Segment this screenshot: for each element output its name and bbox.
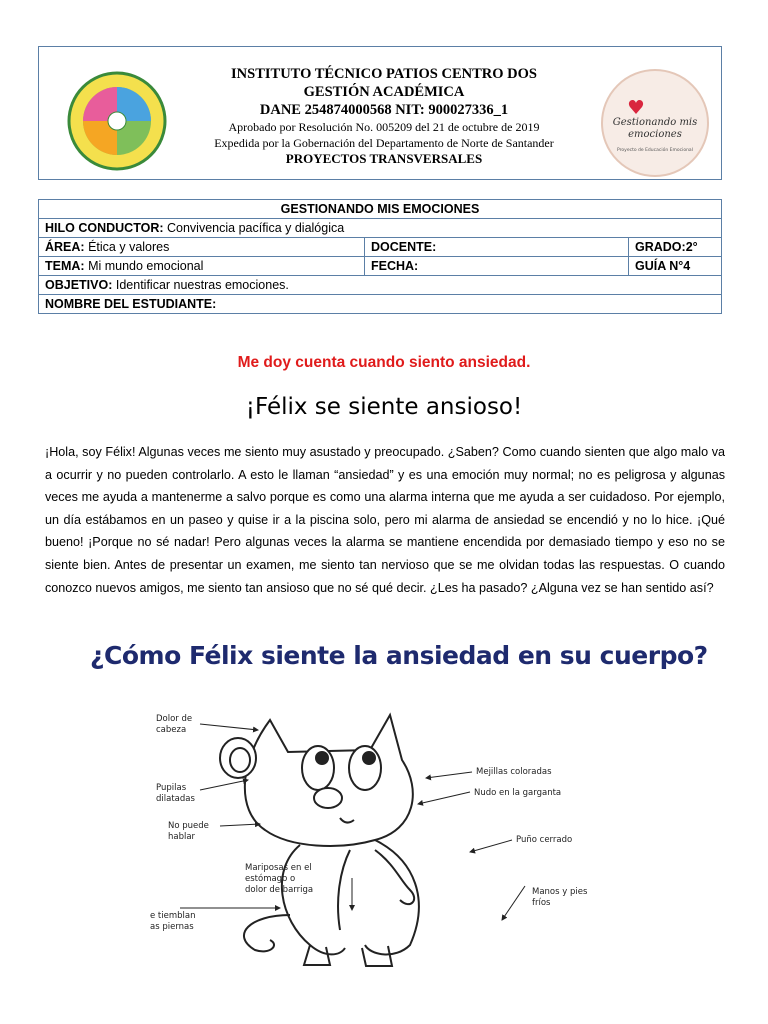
logo-title-line1: Gestionando mis [612, 117, 698, 128]
label-cheeks: Mejillas coloradas [476, 767, 552, 777]
label-hands-1: Manos y pies [532, 887, 588, 897]
label-speak-1: No puede [168, 821, 209, 831]
label-pupils-1: Pupilas [156, 783, 187, 793]
label-speak-2: hablar [168, 832, 196, 842]
label-headache-2: cabeza [156, 725, 187, 735]
story-paragraph: ¡Hola, soy Félix! Algunas veces me siento muy asustado y preocupado. ¿Saben? Como cuando sienten que algo malo va a ocurrir y no pueden controlarlo. A esto le llaman “ansiedad” y es una emoción muy normal; no es peligrosa y algunas veces me ayuda a mantenerme a salvo porque es como una alarma interna que me ayuda a ser cuidadoso. Por ejemplo, un día estábamos en un paseo y quise ir a la piscina solo, pero mi alarma de ansiedad se encendió y no lo hice. ¡Qué bueno! ¡Porque no sé nadar! Pero algunas veces la alarma se mantiene encendida por demasiado tiempo y eso no se siente bien. Antes de presentar un examen, me siento tan nervioso que se me olvidan todas las respuestas. O cuando conozco nuevos amigos, me siento tan ansioso que no sé qué decir. ¿Les ha pasado? ¿Alguna vez se han sentido así? [45, 445, 725, 595]
area-cell [39, 238, 365, 257]
question-heading: ¿Cómo Félix siente la ansiedad en su cuerpo? [90, 641, 708, 670]
area-label: ÁREA: [45, 240, 85, 254]
area-value: Ética y valores [88, 240, 170, 254]
projects-title: PROYECTOS TRANSVERSALES [285, 151, 483, 166]
label-stomach-3: dolor de barriga [245, 885, 314, 895]
label-fist: Puño cerrado [516, 835, 573, 845]
label-hands-2: fríos [532, 898, 551, 908]
page-title: ¡Félix se siente ansioso! [245, 394, 523, 420]
tema-label: TEMA: [45, 259, 85, 273]
table-title: GESTIONANDO MIS EMOCIONES [39, 200, 722, 219]
hilo-value: Convivencia pacífica y dialógica [167, 221, 345, 235]
logo-title-line2: emociones [628, 129, 682, 140]
cat-illustration [220, 715, 419, 966]
student-name-field[interactable]: NOMBRE DEL ESTUDIANTE: [39, 295, 722, 314]
emotions-project-logo [599, 67, 711, 179]
grado-cell: GRADO:2° [629, 238, 722, 257]
department-name: GESTIÓN ACADÉMICA [303, 84, 465, 100]
label-pupils-2: dilatadas [156, 794, 195, 804]
label-stomach-2: estómago o [245, 874, 296, 884]
label-throat: Nudo en la garganta [474, 788, 562, 798]
objetivo-label: OBJETIVO: [45, 278, 113, 292]
label-headache-1: Dolor de [156, 714, 193, 724]
docente-field[interactable]: DOCENTE: [365, 238, 629, 257]
label-stomach-1: Mariposas en el [245, 863, 312, 873]
dane-nit: DANE 254874000568 NIT: 900027336_1 [259, 102, 509, 118]
header-text [169, 65, 599, 167]
fecha-field[interactable]: FECHA: [365, 257, 629, 276]
issued-by-text: Expedida por la Gobernación del Departamento de Norte de Santander [214, 136, 554, 150]
objetivo-row [39, 276, 722, 295]
guia-cell: GUÍA N°4 [629, 257, 722, 276]
school-name: INSTITUTO TÉCNICO PATIOS CENTRO DOS [231, 66, 537, 82]
hilo-row [39, 219, 722, 238]
logo-subtitle: Proyecto de Educación Emocional [617, 148, 693, 153]
hilo-label: HILO CONDUCTOR: [45, 221, 164, 235]
info-table [38, 199, 722, 314]
tema-cell [39, 257, 365, 276]
header-box [38, 46, 722, 180]
school-logo [67, 71, 167, 171]
label-legs-2: as piernas [150, 922, 194, 932]
tema-value: Mi mundo emocional [88, 259, 204, 273]
objetivo-value: Identificar nuestras emociones. [115, 278, 289, 292]
subtitle: Me doy cuenta cuando siento ansiedad. [237, 354, 531, 371]
resolution-text: Aprobado por Resolución No. 005209 del 21 de octubre de 2019 [228, 120, 540, 134]
cat-body-diagram [140, 700, 620, 970]
label-legs-1: e tiemblan [150, 911, 196, 921]
